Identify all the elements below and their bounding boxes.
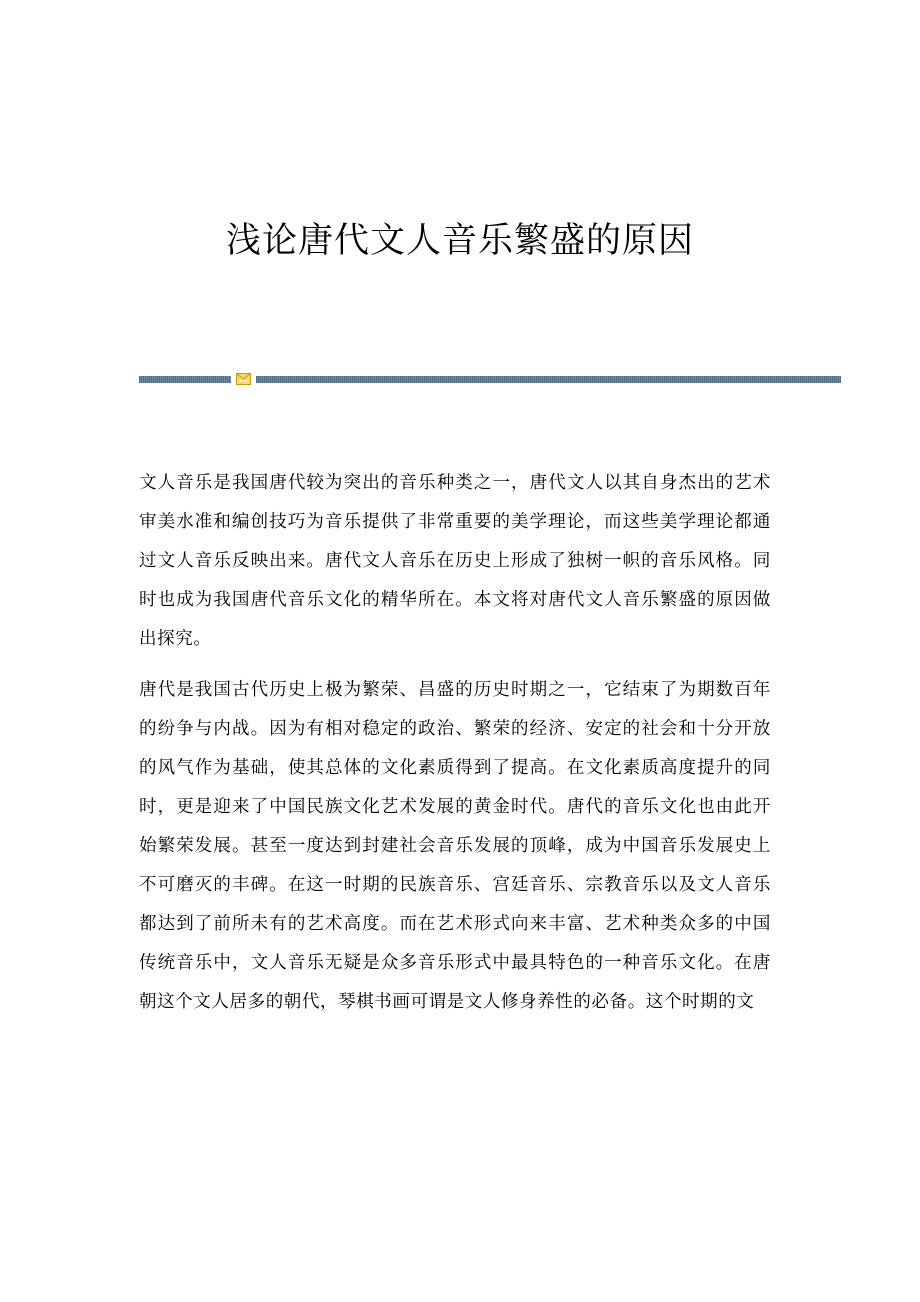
envelope-ornament-icon <box>236 373 251 385</box>
paragraph: 唐代是我国古代历史上极为繁荣、昌盛的历史时期之一，它结束了为期数百年的纷争与内战。因为有相对稳定的政治、繁荣的经济、安定的社会和十分开放的风气作为基础，使其总体的文化素质得到了提高。在文化素质高度提升的同时，更是迎来了中国民族文化艺术发展的黄金时代。唐代的音乐文化也由此开始繁荣发展。甚至一度达到封建社会音乐发展的顶峰，成为中国音乐发展史上不可磨灭的丰碑。在这一时期的民族音乐、宫廷音乐、宗教音乐以及文人音乐都达到了前所未有的艺术高度。而在艺术形式向来丰富、艺术种类众多的中国传统音乐中，文人音乐无疑是众多音乐形式中最具特色的一种音乐文化。在唐朝这个文人居多的朝代，琴棋书画可谓是文人修身养性的必备。这个时期的文 <box>139 680 771 1012</box>
title-divider <box>139 373 841 385</box>
divider-bar-left <box>139 376 231 383</box>
document-title: 浅论唐代文人音乐繁盛的原因 <box>225 221 694 261</box>
paragraph: 文人音乐是我国唐代较为突出的音乐种类之一，唐代文人以其自身杰出的艺术审美水准和编创技巧为音乐提供了非常重要的美学理论，而这些美学理论都通过文人音乐反映出来。唐代文人音乐在历史上形成了独树一帜的音乐风格。同时也成为我国唐代音乐文化的精华所在。本文将对唐代文人音乐繁盛的原因做出探究。 <box>139 473 771 649</box>
divider-bar-right <box>256 376 841 383</box>
document-body <box>139 464 771 1034</box>
